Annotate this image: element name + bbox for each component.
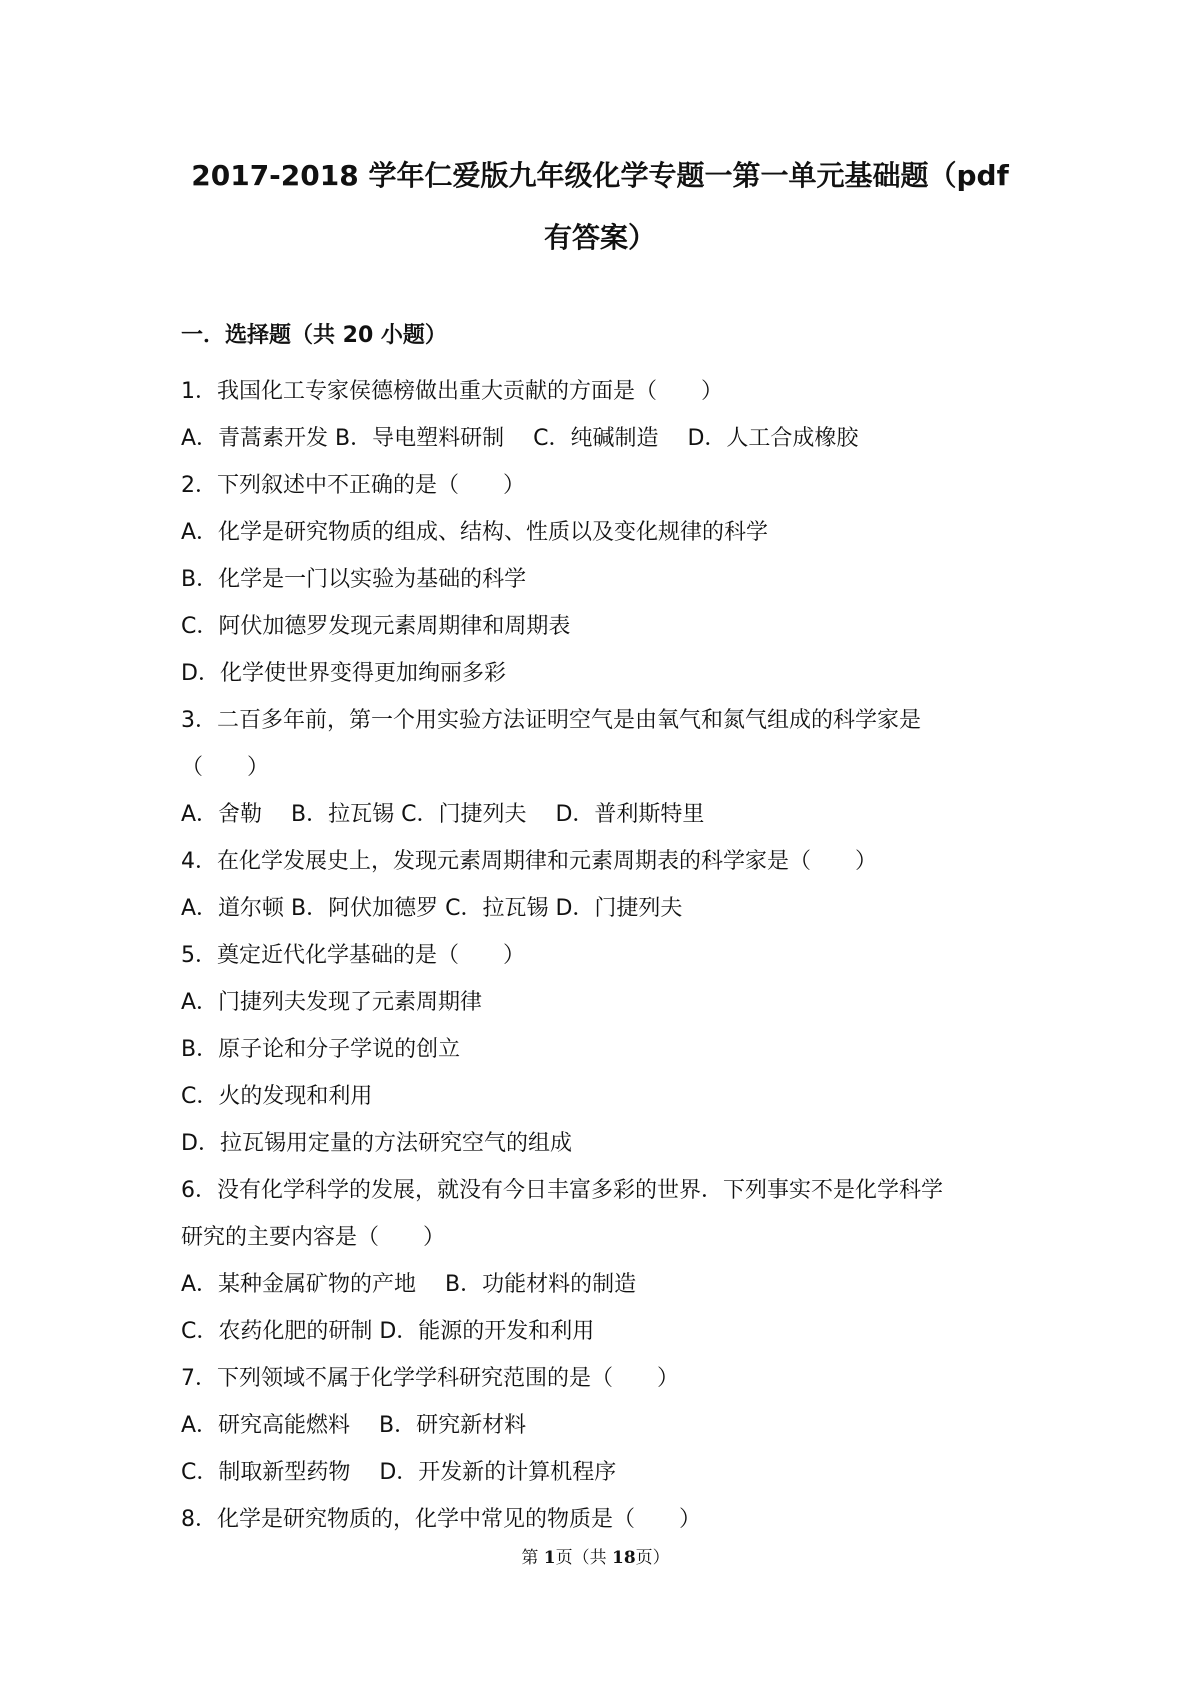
option-line: C．制取新型药物 D．开发新的计算机程序 [181,1460,617,1485]
footer-total-pages: 18 [611,1548,636,1568]
option-line: C．农药化肥的研制 D．能源的开发和利用 [181,1319,595,1344]
option-line: A．道尔顿 B．阿伏加德罗 C．拉瓦锡 D．门捷列夫 [181,896,683,921]
option-line: A．青蒿素开发 B．导电塑料研制 C．纯碱制造 D．人工合成橡胶 [181,426,859,451]
question-line: 4．在化学发展史上，发现元素周期律和元素周期表的科学家是（ ） [181,849,877,874]
option-line: A．门捷列夫发现了元素周期律 [181,990,483,1015]
footer-prefix: 第 [521,1548,544,1568]
option-line: A．研究高能燃料 B．研究新材料 [181,1413,527,1438]
document-title-line-2: 有答案） [543,221,656,254]
option-line: C．阿伏加德罗发现元素周期律和周期表 [181,614,571,639]
option-line: A．某种金属矿物的产地 B．功能材料的制造 [181,1272,637,1297]
question-line-continued: 研究的主要内容是（ ） [181,1225,446,1250]
option-line: B．原子论和分子学说的创立 [181,1037,461,1062]
option-line: D．拉瓦锡用定量的方法研究空气的组成 [181,1131,572,1156]
document-title-line-1: 2017-2018 学年仁爱版九年级化学专题一第一单元基础题（pdf [191,159,1009,192]
question-line: 7．下列领域不属于化学学科研究范围的是（ ） [181,1366,679,1391]
question-line: 1．我国化工专家侯德榜做出重大贡献的方面是（ ） [181,379,723,404]
question-line: 2．下列叙述中不正确的是（ ） [181,473,525,498]
option-line: C．火的发现和利用 [181,1084,373,1109]
question-list [181,368,1021,1543]
page-footer [0,1546,1191,1570]
option-line: B．化学是一门以实验为基础的科学 [181,567,527,592]
option-line: D．化学使世界变得更加绚丽多彩 [181,661,506,686]
question-line-continued: （ ） [181,755,270,780]
footer-suffix: 页） [635,1548,670,1568]
option-line: A．舍勒 B．拉瓦锡 C．门捷列夫 D．普利斯特里 [181,802,705,827]
option-line: A．化学是研究物质的组成、结构、性质以及变化规律的科学 [181,520,769,545]
question-line: 6．没有化学科学的发展，就没有今日丰富多彩的世界．下列事实不是化学科学 [181,1178,943,1203]
question-line: 8．化学是研究物质的，化学中常见的物质是（ ） [181,1507,701,1532]
question-line: 5．奠定近代化学基础的是（ ） [181,943,525,968]
footer-middle: 页（共 [555,1548,612,1568]
footer-page-number: 1 [543,1548,556,1568]
question-line: 3．二百多年前，第一个用实验方法证明空气是由氧气和氮气组成的科学家是 [181,708,921,733]
section-heading: 一．选择题（共 20 小题） [181,323,447,348]
